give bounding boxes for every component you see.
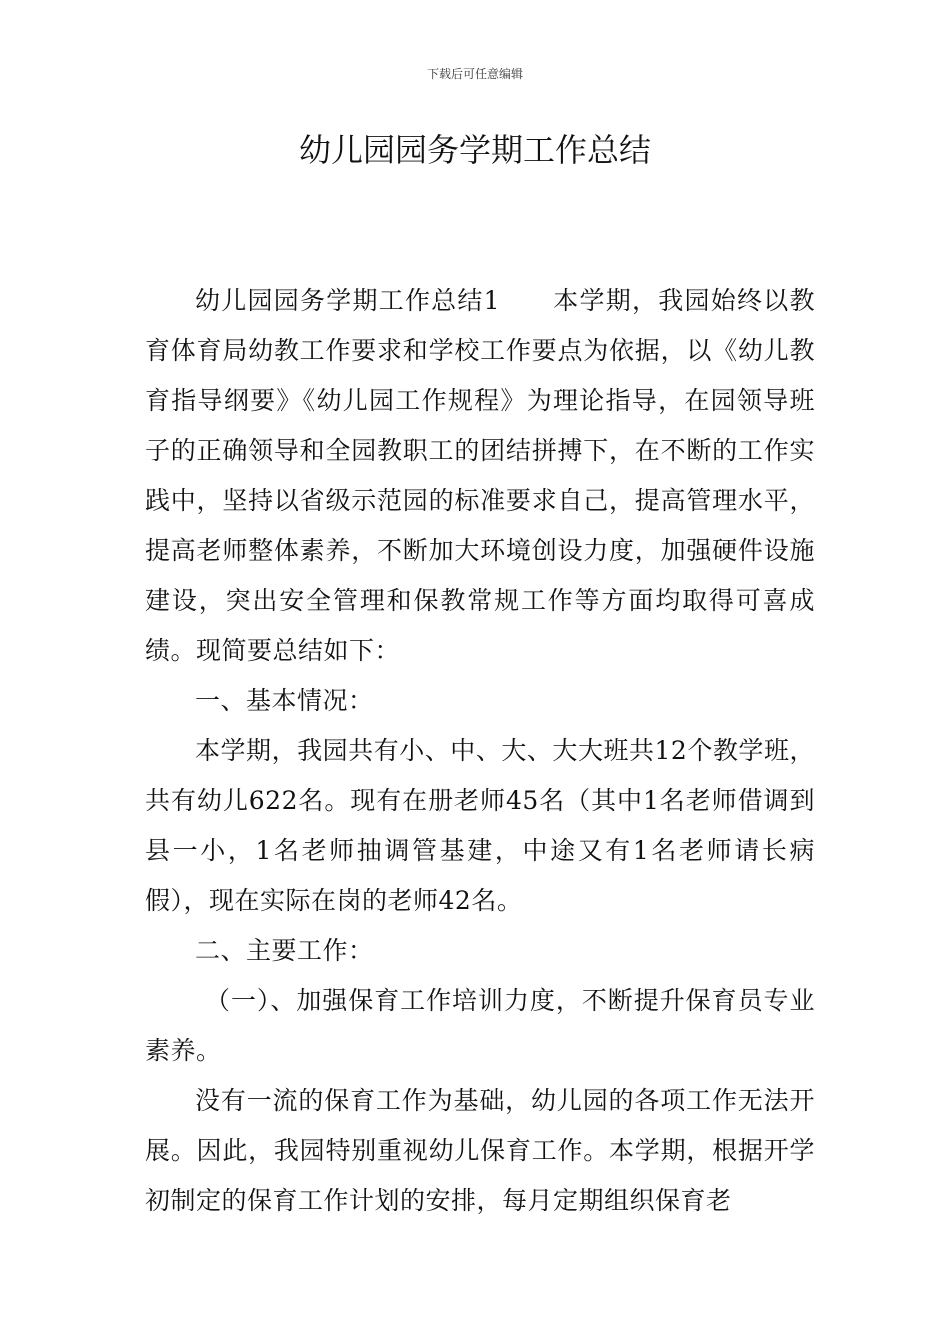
paragraph-basic-situation: 本学期，我园共有小、中、大、大大班共12个教学班，共有幼儿622名。现有在册老师45名（其中1名老师借调到县一小，1名老师抽调管基建，中途又有1名老师请长病假），现在实际在岗的老师42名。	[145, 736, 815, 915]
section-heading-basic-situation: 一、基本情况：	[195, 686, 374, 715]
paragraph-childcare: 没有一流的保育工作为基础，幼儿园的各项工作无法开展。因此，我园特别重视幼儿保育工作。本学期，根据开学初制定的保育工作计划的安排，每月定期组织保育老	[145, 1086, 815, 1215]
header-note: 下载后可任意编辑	[426, 67, 523, 81]
subsection-heading-childcare-training: （一）、加强保育工作培训力度，不断提升保育员专业素养。	[145, 986, 815, 1065]
paragraph-intro: 幼儿园园务学期工作总结1 本学期，我园始终以教育体育局幼教工作要求和学校工作要点为依据，以《幼儿教育指导纲要》《幼儿园工作规程》为理论指导，在园领导班子的正确领导和全园教职工的团结拼搏下，在不断的工作实践中，坚持以省级示范园的标准要求自己，提高管理水平，提高老师整体素养，不断加大环境创设力度，加强硬件设施建设，突出安全管理和保教常规工作等方面均取得可喜成绩。现简要总结如下：	[145, 286, 815, 665]
section-heading-main-work: 二、主要工作：	[195, 936, 374, 965]
document-title: 幼儿园园务学期工作总结	[298, 131, 651, 169]
document-body	[145, 276, 815, 1226]
